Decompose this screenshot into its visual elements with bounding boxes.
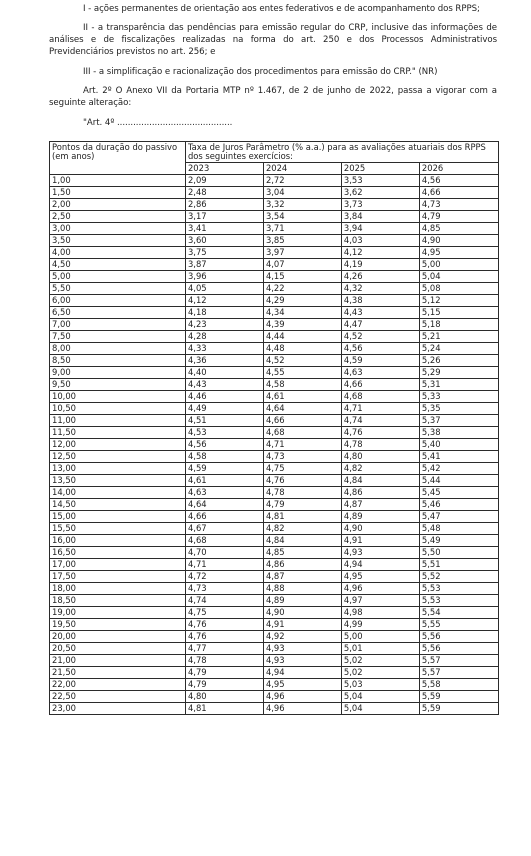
rate-cell: 3,84 xyxy=(341,211,419,223)
rate-cell: 4,85 xyxy=(263,547,341,559)
rate-cell: 4,74 xyxy=(185,595,263,607)
rate-cell: 5,49 xyxy=(419,535,498,547)
table-row xyxy=(50,187,499,199)
header-year: 2024 xyxy=(263,163,341,175)
table-row xyxy=(50,619,499,631)
duration-cell: 7,50 xyxy=(50,331,186,343)
rate-cell: 4,68 xyxy=(263,427,341,439)
rate-cell: 4,79 xyxy=(185,679,263,691)
rate-cell: 4,81 xyxy=(185,703,263,715)
rate-cell: 5,00 xyxy=(419,259,498,271)
rate-cell: 5,08 xyxy=(419,283,498,295)
rate-cell: 4,74 xyxy=(341,415,419,427)
rate-cell: 4,40 xyxy=(185,367,263,379)
rate-cell: 4,55 xyxy=(263,367,341,379)
table-row xyxy=(50,247,499,259)
rate-cell: 4,59 xyxy=(341,355,419,367)
rate-cell: 4,44 xyxy=(263,331,341,343)
table-body xyxy=(50,175,499,715)
table-row xyxy=(50,331,499,343)
rate-cell: 4,43 xyxy=(185,379,263,391)
rate-cell: 4,75 xyxy=(263,463,341,475)
rate-cell: 5,52 xyxy=(419,571,498,583)
duration-cell: 16,00 xyxy=(50,535,186,547)
rate-cell: 4,64 xyxy=(263,403,341,415)
table-row xyxy=(50,655,499,667)
rate-cell: 4,66 xyxy=(341,379,419,391)
rate-cell: 3,54 xyxy=(263,211,341,223)
duration-cell: 9,50 xyxy=(50,379,186,391)
table-row xyxy=(50,523,499,535)
rate-cell: 4,72 xyxy=(185,571,263,583)
rate-cell: 4,94 xyxy=(263,667,341,679)
rate-cell: 4,71 xyxy=(185,559,263,571)
rate-cell: 5,44 xyxy=(419,475,498,487)
rate-cell: 5,02 xyxy=(341,667,419,679)
rate-cell: 4,86 xyxy=(263,559,341,571)
duration-cell: 17,50 xyxy=(50,571,186,583)
duration-cell: 11,00 xyxy=(50,415,186,427)
table-row xyxy=(50,535,499,547)
paragraph-article-2: Art. 2º O Anexo VII da Portaria MTP nº 1.467, de 2 de junho de 2022, passa a vigorar com a seguinte alteração: xyxy=(49,86,497,109)
rate-cell: 4,98 xyxy=(341,607,419,619)
rate-cell: 4,94 xyxy=(341,559,419,571)
header-year: 2026 xyxy=(419,163,498,175)
rate-cell: 4,28 xyxy=(185,331,263,343)
rate-cell: 4,66 xyxy=(419,187,498,199)
rate-cell: 4,63 xyxy=(185,487,263,499)
rate-cell: 5,04 xyxy=(341,703,419,715)
rate-cell: 4,52 xyxy=(263,355,341,367)
duration-cell: 21,00 xyxy=(50,655,186,667)
duration-cell: 14,50 xyxy=(50,499,186,511)
rate-cell: 2,72 xyxy=(263,175,341,187)
interest-rate-table-container xyxy=(49,141,499,715)
rate-cell: 4,68 xyxy=(341,391,419,403)
rate-cell: 5,45 xyxy=(419,487,498,499)
rate-cell: 4,87 xyxy=(341,499,419,511)
table-row xyxy=(50,271,499,283)
table-row xyxy=(50,295,499,307)
table-row xyxy=(50,451,499,463)
rate-cell: 3,41 xyxy=(185,223,263,235)
duration-cell: 4,00 xyxy=(50,247,186,259)
rate-cell: 4,95 xyxy=(341,571,419,583)
rate-cell: 4,32 xyxy=(341,283,419,295)
duration-cell: 22,00 xyxy=(50,679,186,691)
rate-cell: 4,82 xyxy=(263,523,341,535)
rate-cell: 5,59 xyxy=(419,691,498,703)
table-row xyxy=(50,415,499,427)
rate-cell: 4,95 xyxy=(419,247,498,259)
table-row xyxy=(50,427,499,439)
table-row xyxy=(50,403,499,415)
rate-cell: 4,93 xyxy=(263,655,341,667)
duration-cell: 13,00 xyxy=(50,463,186,475)
rate-cell: 4,73 xyxy=(419,199,498,211)
duration-cell: 20,50 xyxy=(50,643,186,655)
duration-cell: 12,50 xyxy=(50,451,186,463)
rate-cell: 4,73 xyxy=(263,451,341,463)
table-row xyxy=(50,463,499,475)
duration-cell: 8,50 xyxy=(50,355,186,367)
rate-cell: 4,86 xyxy=(341,487,419,499)
rate-cell: 5,48 xyxy=(419,523,498,535)
rate-cell: 5,35 xyxy=(419,403,498,415)
rate-cell: 4,96 xyxy=(341,583,419,595)
rate-cell: 4,05 xyxy=(185,283,263,295)
table-row xyxy=(50,319,499,331)
rate-cell: 4,53 xyxy=(185,427,263,439)
table-row xyxy=(50,223,499,235)
rate-cell: 4,26 xyxy=(341,271,419,283)
duration-cell: 5,50 xyxy=(50,283,186,295)
duration-cell: 16,50 xyxy=(50,547,186,559)
table-row xyxy=(50,307,499,319)
duration-cell: 8,00 xyxy=(50,343,186,355)
duration-cell: 17,00 xyxy=(50,559,186,571)
table-row xyxy=(50,475,499,487)
rate-cell: 4,82 xyxy=(341,463,419,475)
rate-cell: 4,95 xyxy=(263,679,341,691)
rate-cell: 4,96 xyxy=(263,691,341,703)
table-row xyxy=(50,391,499,403)
rate-cell: 3,71 xyxy=(263,223,341,235)
duration-cell: 9,00 xyxy=(50,367,186,379)
rate-cell: 5,55 xyxy=(419,619,498,631)
duration-cell: 3,00 xyxy=(50,223,186,235)
rate-cell: 4,79 xyxy=(263,499,341,511)
header-year: 2023 xyxy=(185,163,263,175)
rate-cell: 5,50 xyxy=(419,547,498,559)
duration-cell: 1,00 xyxy=(50,175,186,187)
duration-cell: 18,00 xyxy=(50,583,186,595)
table-row xyxy=(50,235,499,247)
rate-cell: 5,56 xyxy=(419,631,498,643)
rate-cell: 4,85 xyxy=(419,223,498,235)
rate-cell: 4,12 xyxy=(341,247,419,259)
duration-cell: 5,00 xyxy=(50,271,186,283)
rate-cell: 4,52 xyxy=(341,331,419,343)
rate-cell: 5,04 xyxy=(419,271,498,283)
rate-cell: 4,36 xyxy=(185,355,263,367)
duration-cell: 10,00 xyxy=(50,391,186,403)
rate-cell: 5,33 xyxy=(419,391,498,403)
table-row xyxy=(50,175,499,187)
rate-cell: 4,71 xyxy=(341,403,419,415)
table-row xyxy=(50,379,499,391)
rate-cell: 5,38 xyxy=(419,427,498,439)
rate-cell: 4,23 xyxy=(185,319,263,331)
table-row xyxy=(50,691,499,703)
rate-cell: 5,12 xyxy=(419,295,498,307)
table-row xyxy=(50,631,499,643)
table-row xyxy=(50,643,499,655)
rate-cell: 4,96 xyxy=(263,703,341,715)
duration-cell: 4,50 xyxy=(50,259,186,271)
duration-cell: 6,50 xyxy=(50,307,186,319)
duration-cell: 23,00 xyxy=(50,703,186,715)
header-duration-points: Pontos da duração do passivo (em anos) xyxy=(50,142,186,175)
rate-cell: 4,12 xyxy=(185,295,263,307)
rate-cell: 4,76 xyxy=(341,427,419,439)
rate-cell: 4,34 xyxy=(263,307,341,319)
rate-cell: 5,51 xyxy=(419,559,498,571)
rate-cell: 5,47 xyxy=(419,511,498,523)
table-row xyxy=(50,703,499,715)
rate-cell: 3,73 xyxy=(341,199,419,211)
rate-cell: 4,76 xyxy=(185,631,263,643)
rate-cell: 4,66 xyxy=(185,511,263,523)
rate-cell: 5,57 xyxy=(419,655,498,667)
rate-cell: 3,96 xyxy=(185,271,263,283)
header-year: 2025 xyxy=(341,163,419,175)
rate-cell: 2,86 xyxy=(185,199,263,211)
table-row xyxy=(50,499,499,511)
table-row xyxy=(50,679,499,691)
interest-rate-table xyxy=(49,141,499,715)
rate-cell: 4,38 xyxy=(341,295,419,307)
rate-cell: 4,84 xyxy=(341,475,419,487)
rate-cell: 4,92 xyxy=(263,631,341,643)
rate-cell: 4,67 xyxy=(185,523,263,535)
rate-cell: 5,02 xyxy=(341,655,419,667)
rate-cell: 4,90 xyxy=(263,607,341,619)
rate-cell: 4,77 xyxy=(185,643,263,655)
rate-cell: 5,54 xyxy=(419,607,498,619)
rate-cell: 4,76 xyxy=(185,619,263,631)
rate-cell: 4,18 xyxy=(185,307,263,319)
duration-cell: 20,00 xyxy=(50,631,186,643)
rate-cell: 5,03 xyxy=(341,679,419,691)
rate-cell: 3,87 xyxy=(185,259,263,271)
rate-cell: 4,78 xyxy=(263,487,341,499)
table-row xyxy=(50,547,499,559)
rate-cell: 4,56 xyxy=(185,439,263,451)
rate-cell: 4,61 xyxy=(185,475,263,487)
rate-cell: 4,76 xyxy=(263,475,341,487)
duration-cell: 10,50 xyxy=(50,403,186,415)
duration-cell: 6,00 xyxy=(50,295,186,307)
rate-cell: 4,78 xyxy=(341,439,419,451)
rate-cell: 5,58 xyxy=(419,679,498,691)
rate-cell: 4,91 xyxy=(341,535,419,547)
rate-cell: 4,90 xyxy=(419,235,498,247)
paragraph-item-i: I - ações permanentes de orientação aos entes federativos e de acompanhamento dos RPPS; xyxy=(83,4,480,14)
rate-cell: 3,53 xyxy=(341,175,419,187)
rate-cell: 4,43 xyxy=(341,307,419,319)
rate-cell: 4,66 xyxy=(263,415,341,427)
rate-cell: 5,57 xyxy=(419,667,498,679)
duration-cell: 2,00 xyxy=(50,199,186,211)
duration-cell: 21,50 xyxy=(50,667,186,679)
rate-cell: 5,26 xyxy=(419,355,498,367)
rate-cell: 2,48 xyxy=(185,187,263,199)
table-row xyxy=(50,667,499,679)
rate-cell: 4,22 xyxy=(263,283,341,295)
duration-cell: 13,50 xyxy=(50,475,186,487)
rate-cell: 2,09 xyxy=(185,175,263,187)
duration-cell: 19,00 xyxy=(50,607,186,619)
rate-cell: 5,04 xyxy=(341,691,419,703)
duration-cell: 11,50 xyxy=(50,427,186,439)
rate-cell: 3,97 xyxy=(263,247,341,259)
rate-cell: 4,80 xyxy=(185,691,263,703)
table-row xyxy=(50,607,499,619)
rate-cell: 4,79 xyxy=(185,667,263,679)
duration-cell: 2,50 xyxy=(50,211,186,223)
rate-cell: 5,41 xyxy=(419,451,498,463)
rate-cell: 4,46 xyxy=(185,391,263,403)
rate-cell: 4,63 xyxy=(341,367,419,379)
rate-cell: 4,93 xyxy=(263,643,341,655)
rate-cell: 4,87 xyxy=(263,571,341,583)
table-row xyxy=(50,211,499,223)
table-row xyxy=(50,259,499,271)
rate-cell: 3,04 xyxy=(263,187,341,199)
rate-cell: 4,19 xyxy=(341,259,419,271)
table-row xyxy=(50,355,499,367)
table-row xyxy=(50,283,499,295)
rate-cell: 5,53 xyxy=(419,595,498,607)
rate-cell: 5,29 xyxy=(419,367,498,379)
rate-cell: 4,58 xyxy=(185,451,263,463)
rate-cell: 4,89 xyxy=(263,595,341,607)
rate-cell: 4,84 xyxy=(263,535,341,547)
table-row xyxy=(50,511,499,523)
rate-cell: 4,58 xyxy=(263,379,341,391)
rate-cell: 4,03 xyxy=(341,235,419,247)
rate-cell: 4,81 xyxy=(263,511,341,523)
rate-cell: 4,61 xyxy=(263,391,341,403)
rate-cell: 5,01 xyxy=(341,643,419,655)
table-row xyxy=(50,559,499,571)
rate-cell: 4,78 xyxy=(185,655,263,667)
table-row xyxy=(50,487,499,499)
rate-cell: 4,59 xyxy=(185,463,263,475)
rate-cell: 5,18 xyxy=(419,319,498,331)
rate-cell: 4,48 xyxy=(263,343,341,355)
rate-cell: 5,46 xyxy=(419,499,498,511)
rate-cell: 3,32 xyxy=(263,199,341,211)
duration-cell: 12,00 xyxy=(50,439,186,451)
rate-cell: 5,42 xyxy=(419,463,498,475)
rate-cell: 4,97 xyxy=(341,595,419,607)
rate-cell: 4,91 xyxy=(263,619,341,631)
paragraph-item-ii: II - a transparência das pendências para emissão regular do CRP, inclusive das informações de análises e de fiscalizações realizadas na forma do art. 250 e dos Processos Administrativos Previdenciários previstos no art. 256; e xyxy=(49,23,497,58)
rate-cell: 4,88 xyxy=(263,583,341,595)
rate-cell: 4,64 xyxy=(185,499,263,511)
rate-cell: 4,71 xyxy=(263,439,341,451)
rate-cell: 4,51 xyxy=(185,415,263,427)
rate-cell: 4,07 xyxy=(263,259,341,271)
rate-cell: 4,80 xyxy=(341,451,419,463)
table-row xyxy=(50,343,499,355)
rate-cell: 4,70 xyxy=(185,547,263,559)
rate-cell: 4,75 xyxy=(185,607,263,619)
rate-cell: 5,53 xyxy=(419,583,498,595)
rate-cell: 5,15 xyxy=(419,307,498,319)
rate-cell: 5,56 xyxy=(419,643,498,655)
rate-cell: 3,17 xyxy=(185,211,263,223)
rate-cell: 5,40 xyxy=(419,439,498,451)
duration-cell: 3,50 xyxy=(50,235,186,247)
rate-cell: 5,00 xyxy=(341,631,419,643)
table-row xyxy=(50,439,499,451)
table-row xyxy=(50,571,499,583)
rate-cell: 4,29 xyxy=(263,295,341,307)
rate-cell: 4,68 xyxy=(185,535,263,547)
rate-cell: 4,89 xyxy=(341,511,419,523)
rate-cell: 4,49 xyxy=(185,403,263,415)
rate-cell: 4,90 xyxy=(341,523,419,535)
duration-cell: 19,50 xyxy=(50,619,186,631)
rate-cell: 4,15 xyxy=(263,271,341,283)
rate-cell: 4,99 xyxy=(341,619,419,631)
rate-cell: 4,39 xyxy=(263,319,341,331)
paragraph-article-4-heading: "Art. 4º ........................................... xyxy=(83,118,233,128)
duration-cell: 18,50 xyxy=(50,595,186,607)
paragraph-item-iii: III - a simplificação e racionalização dos procedimentos para emissão do CRP." (NR) xyxy=(83,67,438,77)
rate-cell: 4,79 xyxy=(419,211,498,223)
table-row xyxy=(50,199,499,211)
rate-cell: 4,93 xyxy=(341,547,419,559)
duration-cell: 14,00 xyxy=(50,487,186,499)
rate-cell: 4,47 xyxy=(341,319,419,331)
rate-cell: 3,85 xyxy=(263,235,341,247)
rate-cell: 3,94 xyxy=(341,223,419,235)
rate-cell: 3,62 xyxy=(341,187,419,199)
rate-cell: 5,21 xyxy=(419,331,498,343)
rate-cell: 4,56 xyxy=(419,175,498,187)
table-row xyxy=(50,595,499,607)
rate-cell: 3,75 xyxy=(185,247,263,259)
rate-cell: 5,59 xyxy=(419,703,498,715)
rate-cell: 5,24 xyxy=(419,343,498,355)
duration-cell: 15,50 xyxy=(50,523,186,535)
rate-cell: 4,56 xyxy=(341,343,419,355)
duration-cell: 1,50 xyxy=(50,187,186,199)
duration-cell: 15,00 xyxy=(50,511,186,523)
table-row xyxy=(50,583,499,595)
rate-cell: 4,73 xyxy=(185,583,263,595)
rate-cell: 3,60 xyxy=(185,235,263,247)
duration-cell: 22,50 xyxy=(50,691,186,703)
rate-cell: 5,31 xyxy=(419,379,498,391)
rate-cell: 4,33 xyxy=(185,343,263,355)
rate-cell: 5,37 xyxy=(419,415,498,427)
header-rate-group: Taxa de Juros Parâmetro (% a.a.) para as avaliações atuariais dos RPPS dos seguintes exercícios: xyxy=(185,142,498,163)
duration-cell: 7,00 xyxy=(50,319,186,331)
table-row xyxy=(50,367,499,379)
